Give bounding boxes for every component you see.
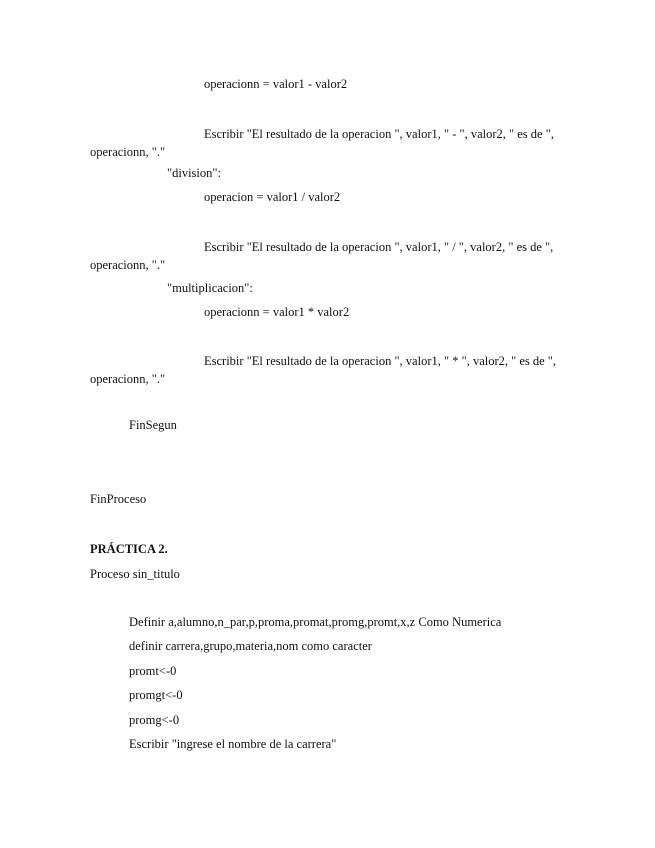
section-heading: PRÁCTICA 2. bbox=[90, 542, 168, 556]
code-line: Escribir "El resultado de la operacion ", valor1, " - ", valor2, " es de ", bbox=[204, 127, 554, 141]
code-block-escribir-division bbox=[90, 238, 580, 274]
code-case-multiplicacion: "multiplicacion": bbox=[167, 281, 253, 295]
code-proceso: Proceso sin_titulo bbox=[90, 567, 180, 581]
code-line: Escribir "El resultado de la operacion ", valor1, " / ", valor2, " es de ", bbox=[204, 240, 554, 254]
code-line-definir-numerica: Definir a,alumno,n_par,p,proma,promat,promg,promt,x,z Como Numerica bbox=[129, 615, 502, 629]
code-line: operacionn, "." bbox=[90, 145, 166, 159]
code-line: operacionn, "." bbox=[90, 258, 166, 272]
code-finproceso: FinProceso bbox=[90, 492, 147, 506]
code-line-division: operacion = valor1 / valor2 bbox=[204, 190, 341, 204]
code-line: Escribir "El resultado de la operacion ", valor1, " * ", valor2, " es de ", bbox=[204, 354, 557, 368]
code-line: operacionn, "." bbox=[90, 372, 166, 386]
code-line-resta: operacionn = valor1 - valor2 bbox=[204, 77, 348, 91]
code-line-multiplicacion: operacionn = valor1 * valor2 bbox=[204, 305, 350, 319]
code-line-promt: promt<-0 bbox=[129, 664, 177, 678]
code-line-promg: promg<-0 bbox=[129, 713, 180, 727]
code-block-escribir-multiplicacion bbox=[90, 352, 580, 388]
code-case-division: "division": bbox=[167, 166, 221, 180]
code-block-escribir-resta bbox=[90, 125, 580, 161]
code-finsegun: FinSegun bbox=[129, 418, 177, 432]
code-line-promgt: promgt<-0 bbox=[129, 688, 183, 702]
code-line-definir-caracter: definir carrera,grupo,materia,nom como caracter bbox=[129, 639, 372, 653]
code-line-escribir-carrera: Escribir "ingrese el nombre de la carrera" bbox=[129, 737, 337, 751]
